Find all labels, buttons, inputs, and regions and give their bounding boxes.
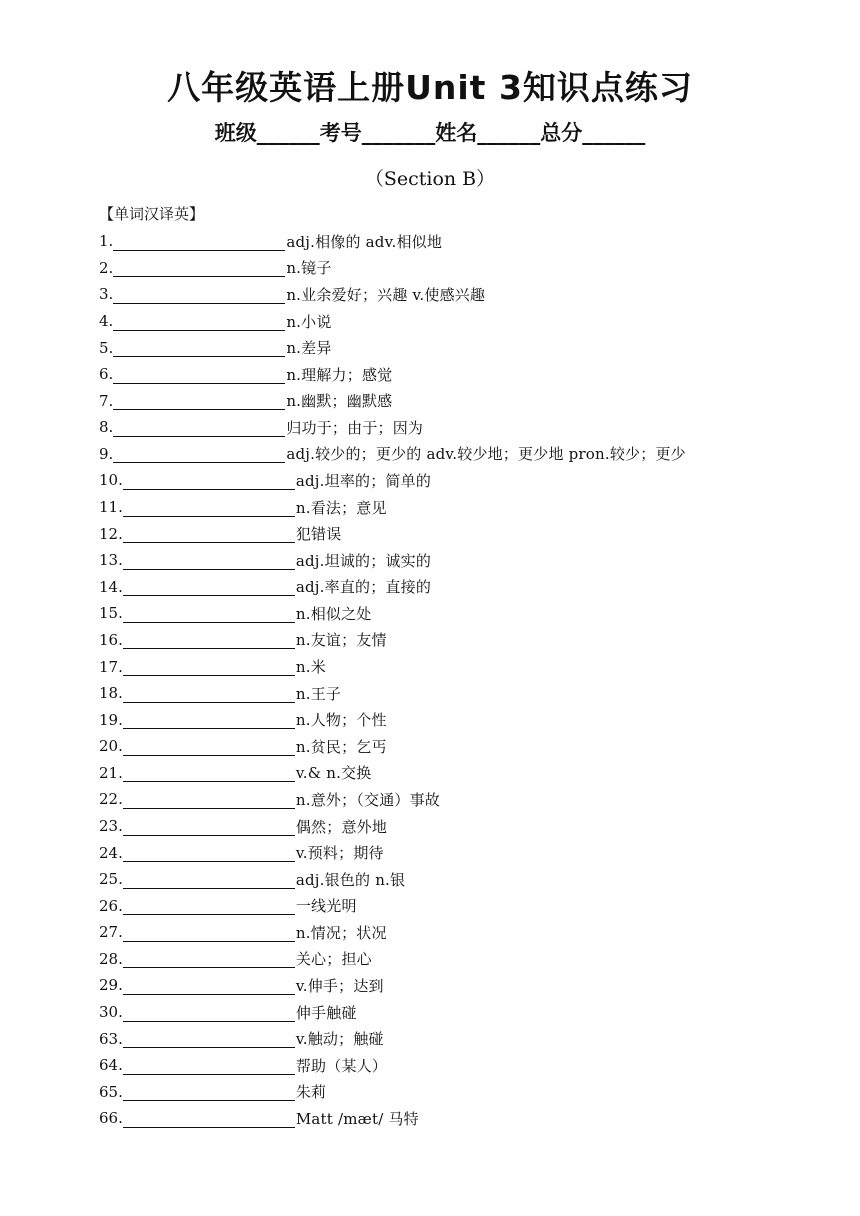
vocab-number: 15. xyxy=(99,604,123,623)
vocab-meaning: 关心；担心 xyxy=(295,950,372,969)
vocab-number: 12. xyxy=(99,524,123,543)
vocab-item xyxy=(99,494,839,521)
vocab-number: 9. xyxy=(99,444,114,463)
vocab-number: 7. xyxy=(99,391,114,410)
vocab-number: 63. xyxy=(99,1029,123,1048)
vocab-item xyxy=(99,574,839,601)
answer-blank[interactable] xyxy=(123,604,295,623)
vocab-meaning: n.小说 xyxy=(286,312,332,331)
vocab-meaning: adj.较少的；更少的 adv.较少地；更少地 pron.较少；更少 xyxy=(286,445,686,464)
vocab-item xyxy=(99,786,839,813)
answer-blank[interactable] xyxy=(123,551,295,570)
vocab-meaning: 帮助（某人） xyxy=(295,1056,388,1075)
answer-blank[interactable] xyxy=(113,418,285,437)
vocab-number: 65. xyxy=(99,1082,123,1101)
exercise-section-label: 【单词汉译英】 xyxy=(99,205,205,223)
answer-blank[interactable] xyxy=(123,657,295,676)
vocab-item xyxy=(99,946,839,973)
vocab-item xyxy=(99,334,839,361)
answer-blank[interactable] xyxy=(123,737,295,756)
answer-blank[interactable] xyxy=(123,976,295,995)
vocab-number: 14. xyxy=(99,577,123,596)
vocab-number: 16. xyxy=(99,630,123,649)
answer-blank[interactable] xyxy=(123,817,295,836)
vocab-number: 29. xyxy=(99,976,123,995)
answer-blank[interactable] xyxy=(123,949,295,968)
vocab-meaning: 伸手触碰 xyxy=(295,1003,357,1022)
answer-blank[interactable] xyxy=(123,524,295,543)
vocab-item xyxy=(99,308,839,335)
vocab-item xyxy=(99,972,839,999)
vocab-item xyxy=(99,1025,839,1052)
vocab-item xyxy=(99,653,839,680)
vocab-meaning: v.& n.交换 xyxy=(295,764,372,783)
vocab-number: 66. xyxy=(99,1109,123,1128)
vocab-meaning: n.人物；个性 xyxy=(295,711,387,730)
answer-blank[interactable] xyxy=(123,763,295,782)
vocab-meaning: n.看法；意见 xyxy=(295,498,387,517)
answer-blank[interactable] xyxy=(113,232,285,251)
answer-blank[interactable] xyxy=(123,790,295,809)
vocab-meaning: n.幽默；幽默感 xyxy=(286,392,393,411)
answer-blank[interactable] xyxy=(123,1082,295,1101)
vocab-meaning: n.相似之处 xyxy=(295,604,372,623)
vocab-meaning: n.意外；（交通）事故 xyxy=(295,790,440,809)
vocab-number: 2. xyxy=(99,258,114,277)
answer-blank[interactable] xyxy=(113,444,285,463)
vocab-number: 20. xyxy=(99,737,123,756)
vocab-number: 26. xyxy=(99,896,123,915)
vocab-item xyxy=(99,361,839,388)
vocab-number: 23. xyxy=(99,817,123,835)
vocab-item xyxy=(99,760,839,787)
vocab-item xyxy=(99,467,839,494)
vocab-meaning: v.伸手；达到 xyxy=(295,976,384,995)
vocab-meaning: 一线光明 xyxy=(295,897,357,916)
answer-blank[interactable] xyxy=(123,1056,295,1075)
vocab-number: 3. xyxy=(99,285,114,304)
answer-blank[interactable] xyxy=(123,577,295,596)
vocab-item xyxy=(99,547,839,574)
vocab-meaning: adj.坦率的；简单的 xyxy=(295,471,432,490)
vocab-item xyxy=(99,919,839,946)
vocab-number: 1. xyxy=(99,232,114,251)
vocab-meaning: Matt /mæt/ 马特 xyxy=(295,1109,419,1128)
vocab-number: 64. xyxy=(99,1056,123,1075)
vocab-meaning: n.理解力；感觉 xyxy=(286,365,393,384)
vocab-item xyxy=(99,706,839,733)
answer-blank[interactable] xyxy=(123,1003,295,1022)
vocab-number: 5. xyxy=(99,338,114,357)
vocab-item xyxy=(99,1052,839,1079)
answer-blank[interactable] xyxy=(113,258,285,277)
section-subtitle: （Section B） xyxy=(364,168,496,190)
vocab-number: 30. xyxy=(99,1003,123,1022)
vocab-number: 27. xyxy=(99,923,123,942)
answer-blank[interactable] xyxy=(113,365,285,384)
vocab-meaning: adj.银色的 n.银 xyxy=(295,870,406,889)
vocab-item xyxy=(99,1105,839,1132)
vocab-item xyxy=(99,387,839,414)
worksheet-title: 八年级英语上册Unit 3知识点练习 xyxy=(167,68,693,107)
vocab-item xyxy=(99,1079,839,1106)
vocab-meaning: v.触动；触碰 xyxy=(295,1030,384,1049)
answer-blank[interactable] xyxy=(123,843,295,862)
answer-blank[interactable] xyxy=(123,471,295,490)
vocab-item xyxy=(99,839,839,866)
answer-blank[interactable] xyxy=(113,312,285,331)
vocab-number: 10. xyxy=(99,471,123,490)
vocab-meaning: adj.相像的 adv.相似地 xyxy=(286,232,443,251)
answer-blank[interactable] xyxy=(123,684,295,703)
vocab-meaning: 朱莉 xyxy=(295,1083,327,1102)
vocab-number: 21. xyxy=(99,763,123,782)
answer-blank[interactable] xyxy=(123,870,295,889)
vocab-meaning: n.贫民；乞丐 xyxy=(295,737,387,756)
vocab-number: 18. xyxy=(99,684,123,703)
vocab-item xyxy=(99,866,839,893)
answer-blank[interactable] xyxy=(123,1029,295,1048)
vocab-meaning: 归功于；由于；因为 xyxy=(286,418,424,437)
vocab-meaning: n.米 xyxy=(295,658,326,677)
vocab-number: 11. xyxy=(99,498,123,517)
vocab-meaning: n.镜子 xyxy=(286,259,332,278)
vocab-meaning: n.王子 xyxy=(295,684,342,703)
vocab-item xyxy=(99,680,839,707)
vocab-meaning: adj.坦诚的；诚实的 xyxy=(295,551,432,570)
vocab-meaning: n.情况；状况 xyxy=(295,923,387,942)
vocab-number: 8. xyxy=(99,418,114,437)
vocab-list xyxy=(99,228,839,1132)
vocab-meaning: n.友谊；友情 xyxy=(295,631,387,650)
vocab-item xyxy=(99,627,839,654)
vocab-meaning: adj.率直的；直接的 xyxy=(295,578,432,597)
vocab-item xyxy=(99,813,839,840)
vocab-item xyxy=(99,600,839,627)
vocab-meaning: v.预料；期待 xyxy=(295,844,384,863)
answer-blank[interactable] xyxy=(123,896,295,915)
answer-blank[interactable] xyxy=(123,1109,295,1128)
vocab-item xyxy=(99,520,839,547)
answer-blank[interactable] xyxy=(123,710,295,729)
vocab-number: 24. xyxy=(99,843,123,862)
vocab-number: 19. xyxy=(99,710,123,729)
vocab-meaning: 偶然；意外地 xyxy=(295,817,388,836)
vocab-number: 17. xyxy=(99,657,123,676)
answer-blank[interactable] xyxy=(113,391,285,410)
vocab-meaning: 犯错误 xyxy=(295,525,342,544)
vocab-item xyxy=(99,228,839,255)
answer-blank[interactable] xyxy=(123,630,295,649)
vocab-item xyxy=(99,999,839,1026)
vocab-item xyxy=(99,414,839,441)
answer-blank[interactable] xyxy=(123,498,295,517)
vocab-number: 4. xyxy=(99,312,114,331)
vocab-number: 13. xyxy=(99,551,123,570)
vocab-meaning: n.业余爱好；兴趣 v.使感兴趣 xyxy=(286,285,486,304)
answer-blank[interactable] xyxy=(113,285,285,304)
answer-blank[interactable] xyxy=(123,923,295,942)
vocab-item xyxy=(99,892,839,919)
vocab-item xyxy=(99,733,839,760)
answer-blank[interactable] xyxy=(113,338,285,357)
vocab-number: 6. xyxy=(99,365,114,384)
vocab-number: 22. xyxy=(99,790,123,809)
vocab-meaning: n.差异 xyxy=(286,339,332,358)
vocab-number: 25. xyxy=(99,870,123,889)
vocab-item xyxy=(99,281,839,308)
vocab-item xyxy=(99,255,839,282)
vocab-item xyxy=(99,441,839,468)
student-info-line: 班级______考号_______姓名______总分______ xyxy=(214,121,646,145)
vocab-number: 28. xyxy=(99,949,123,968)
